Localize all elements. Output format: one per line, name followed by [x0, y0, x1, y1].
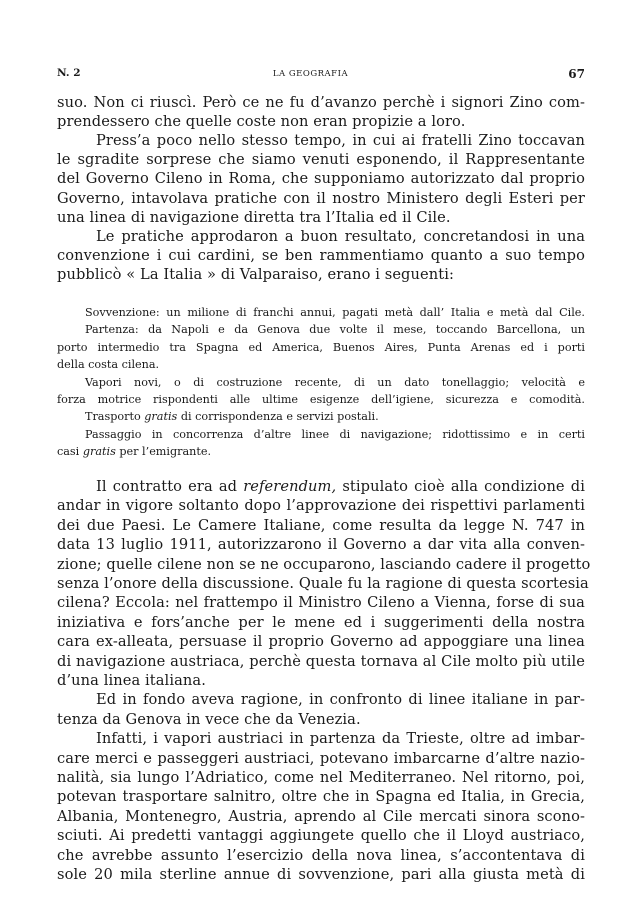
text-segment: stipulato cioè alla condizione di: [336, 478, 585, 495]
text-line: data 13 luglio 1911, autorizzarono il Governo a dar vita alla conven-: [57, 536, 585, 554]
text-line: care merci e passeggeri austriaci, potevano imbarcarne d’altre nazio-: [57, 749, 585, 767]
text-line: sciuti. Ai predetti vantaggi aggiungete quello che il Lloyd austriaco,: [57, 827, 585, 845]
convention-clause-line: forza motrice rispondenti alle ultime esigenze dell’igiene, sicurezza e comodità.: [57, 393, 585, 406]
text-line: tenza da Genova in vece che da Venezia.: [57, 710, 361, 728]
text-line: prendessero che quelle coste non eran propizie a loro.: [57, 113, 466, 131]
italic-term: referendum,: [243, 478, 337, 495]
text-line: potevan trasportare salnitro, oltre che in Spagna ed Italia, in Grecia,: [57, 788, 585, 806]
text-line: convenzione i cui cardini, se ben rammentiamo quanto a suo tempo: [57, 246, 585, 264]
text-line: una linea di navigazione diretta tra l’Italia ed il Cile.: [57, 208, 451, 226]
convention-clause-line: Vapori novi, o di costruzione recente, di un dato tonellaggio; velocità e: [85, 375, 585, 389]
text-line: Governo, intavolava pratiche con il nostro Ministero degli Esteri per: [57, 189, 585, 207]
text-line: suo. Non ci riuscì. Però ce ne fu d’avanzo perchè i signori Zino com-: [57, 94, 585, 111]
text-line: senza l’onore della discussione. Quale fu la ragione di questa scortesia: [57, 575, 589, 592]
text-segment: per l’emigrante.: [115, 445, 212, 459]
text-segment: casi: [57, 445, 83, 459]
text-line: pubblicò « La Italia » di Valparaiso, erano i seguenti:: [57, 265, 454, 283]
text-line: del Governo Cileno in Roma, che supponiamo autorizzato dal proprio: [57, 170, 585, 188]
convention-clause-line: [57, 446, 585, 457]
italic-term: gratis: [144, 410, 178, 424]
text-line: [57, 480, 585, 495]
text-line: Ed in fondo aveva ragione, in confronto di linee italiane in par-: [96, 691, 585, 709]
text-line: d’una linea italiana.: [57, 672, 206, 689]
text-line: di navigazione austriaca, perchè questa tornava al Cile molto più utile: [57, 652, 585, 670]
convention-clause-line: Sovvenzione: un milione di franchi annui, pagati metà dall’ Italia e metà dal Cile.: [85, 306, 585, 319]
issue-number: N. 2: [57, 67, 81, 79]
text-line: Le pratiche approdaron a buon resultato, concretandosi in una: [96, 227, 585, 245]
convention-clause-line: Passaggio in concorrenza d’altre linee di navigazione; ridottissimo e in certi: [85, 427, 585, 441]
page-number: 67: [568, 67, 585, 81]
convention-clause-line: [57, 411, 585, 422]
text-line: sole 20 mila sterline annue di sovvenzione, pari alla giusta metà di: [57, 866, 585, 883]
text-line: Albania, Montenegro, Austria, aprendo al Cile mercati sinora scono-: [57, 807, 585, 825]
running-title: LA GEOGRAFIA: [272, 69, 349, 79]
text-line: cara ex-alleata, persuase il proprio Governo ad appoggiare una linea: [57, 633, 585, 651]
text-line: le sgradite sorprese che siamo venuti esponendo, il Rappresentante: [57, 151, 585, 169]
text-line: nalità, sia lungo l’Adriatico, come nel Mediterraneo. Nel ritorno, poi,: [57, 769, 585, 786]
text-line: che avrebbe assunto l’esercizio della nova linea, s’accontentava di: [57, 846, 585, 864]
text-line: zione; quelle cilene non se ne occuparono, lasciando cadere il progetto: [57, 555, 591, 573]
convention-clause-line: Partenza: da Napoli e da Genova due volte il mese, toccando Barcellona, un: [85, 323, 585, 337]
text-line: iniziativa e fors’anche per le mene ed i suggerimenti della nostra: [57, 613, 585, 631]
text-segment: Trasporto: [85, 410, 145, 424]
convention-clause-line: porto intermedio tra Spagna ed America, Buenos Aires, Punta Arenas ed i porti: [57, 340, 585, 354]
text-segment: di corrispondenza e servizi postali.: [177, 410, 379, 424]
text-line: Infatti, i vapori austriaci in partenza da Trieste, oltre ad imbar-: [96, 730, 585, 748]
text-line: andar in vigore soltanto dopo l’approvazione dei rispettivi parlamenti: [57, 497, 585, 515]
text-segment: Il contratto era ad: [96, 478, 244, 495]
text-line: dei due Paesi. Le Camere Italiane, come resulta da legge N. 747 in: [57, 516, 585, 534]
text-line: cilena? Eccola: nel frattempo il Ministro Cileno a Vienna, forse di sua: [57, 594, 585, 612]
italic-term: gratis: [82, 445, 116, 459]
convention-clause-line: della costa cilena.: [57, 358, 160, 372]
text-line: Press’a poco nello stesso tempo, in cui ai fratelli Zino toccavan: [96, 132, 585, 150]
